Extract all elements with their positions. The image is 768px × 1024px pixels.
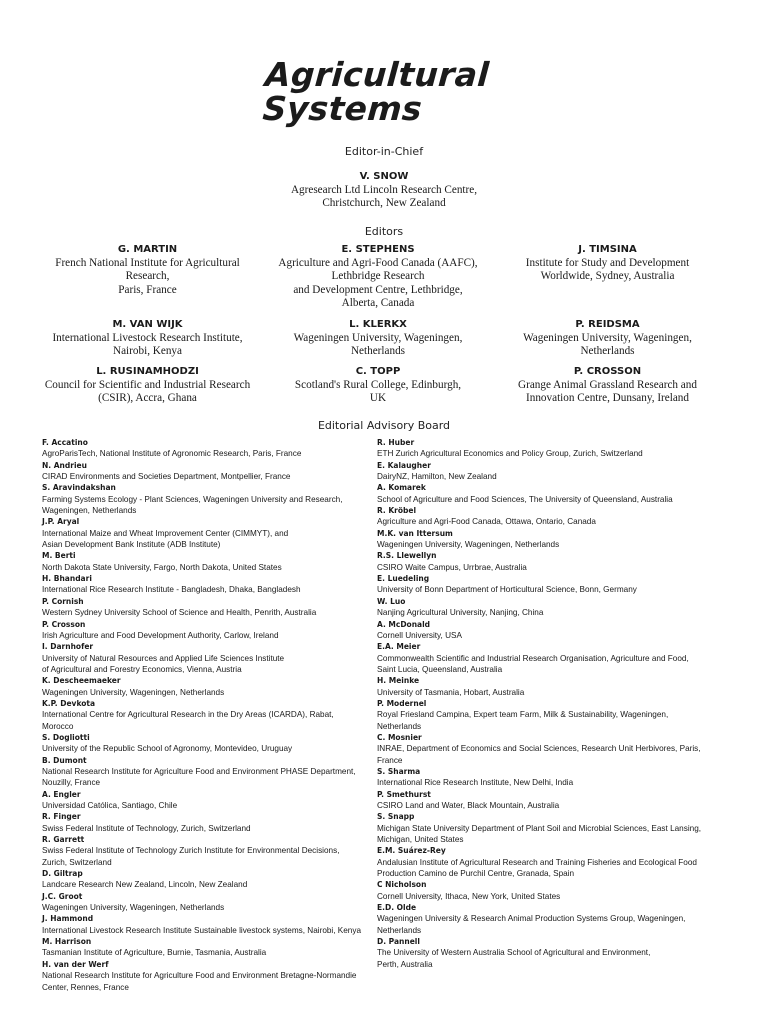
editor-name: L. KLERKX (349, 319, 407, 330)
journal-title-line-1: Agricultural (263, 55, 491, 94)
board-member (377, 641, 722, 675)
board-member-name: P. Cornish (42, 596, 84, 606)
board-member-affiliation: Wageningen University, Wageningen, Netherlands (377, 540, 560, 550)
board-member-name: P. Crosson (42, 619, 86, 629)
board-member-affiliation: University of Bonn Department of Horticultural Science, Bonn, Germany (377, 585, 637, 595)
board-member-name: K. Descheemaeker (42, 676, 121, 686)
board-member-name: A. McDonald (377, 619, 431, 629)
editor-affiliation: Wageningen University, Wageningen, Netherlands (293, 331, 463, 357)
board-member (377, 936, 722, 970)
board-member-name: K.P. Devkota (42, 698, 96, 708)
board-member (377, 596, 722, 619)
board-member-affiliation: Swiss Federal Institute of Technology, Zurich, Switzerland (42, 823, 251, 833)
board-member (377, 460, 722, 483)
board-member (377, 573, 722, 596)
board-member-affiliation: International Livestock Research Institute Sustainable livestock systems, Nairobi, Kenya (42, 925, 362, 935)
board-member (42, 891, 376, 914)
board-member (42, 936, 376, 959)
board-member-name: H. Meinke (377, 676, 420, 686)
board-member-affiliation: Agriculture and Agri-Food Canada, Ottawa, Ontario, Canada (377, 517, 596, 527)
board-member-affiliation: International Rice Research Institute, New Delhi, India (377, 778, 574, 788)
board-member-name: E. Luedeling (377, 574, 430, 584)
board-member (377, 528, 722, 551)
board-member (42, 550, 376, 573)
editor-name: P. REIDSMA (575, 319, 640, 330)
editor-name: P. CROSSON (573, 366, 642, 377)
board-member-name: M. Berti (42, 551, 76, 561)
editor-name: M. VAN WIJK (112, 319, 183, 330)
board-member (377, 482, 722, 505)
board-member-affiliation: School of Agriculture and Food Sciences, The University of Queensland, Australia (377, 494, 673, 504)
board-member (377, 619, 722, 642)
board-member (377, 845, 722, 879)
board-member-affiliation: Swiss Federal Institute of Technology Zurich Institute for Environmental Decisions, Zurich, Switzerland (42, 846, 340, 867)
board-member-name: A. Engler (42, 789, 81, 799)
editor-in-chief-label: Editor-in-Chief (344, 145, 424, 158)
editor-entry (500, 365, 715, 406)
board-member (42, 698, 376, 732)
editor-entry (268, 318, 488, 359)
board-member (42, 516, 376, 550)
board-member-affiliation: Andalusian Institute of Agricultural Research and Training Fisheries and Ecological Food Production Camino de Purchil Centre, Granada, Spain (377, 857, 697, 879)
board-member (42, 868, 376, 891)
editor-name: E. STEPHENS (341, 244, 415, 255)
editor-name: L. RUSINAMHODZI (96, 366, 199, 377)
board-member (377, 766, 722, 789)
board-member (377, 437, 722, 460)
board-member (42, 482, 376, 516)
board-member (42, 573, 376, 596)
board-member-affiliation: Cornell University, USA (377, 630, 462, 640)
board-member-name: A. Komarek (377, 483, 426, 493)
board-member (42, 789, 376, 812)
board-member-name: H. van der Werf (42, 959, 109, 969)
editors-label: Editors (364, 225, 404, 238)
editor-affiliation: Agriculture and Agri-Food Canada (AAFC), Lethbridge Research and Development Centre, Lethbridge, Alberta, Canada (278, 256, 478, 309)
board-member (42, 641, 376, 675)
board-member (42, 437, 376, 460)
board-member-name: R. Huber (377, 438, 415, 447)
board-member (377, 550, 722, 573)
board-member-affiliation: Wageningen University, Wageningen, Netherlands (42, 687, 225, 697)
editor-name: C. TOPP (355, 366, 401, 377)
board-member (377, 811, 722, 845)
board-member-name: C Nicholson (377, 880, 427, 890)
advisory-board-right-column (377, 437, 722, 970)
board-member-affiliation: Royal Friesland Campina, Expert team Farm, Milk & Sustainability, Wageningen, Netherlands (377, 710, 669, 731)
board-member (42, 834, 376, 868)
editor-affiliation: Wageningen University, Wageningen, Netherlands (523, 331, 692, 357)
board-member-name: W. Luo (377, 596, 406, 606)
journal-title-line-2: Systems (261, 89, 424, 128)
board-member-affiliation: CSIRO Land and Water, Black Mountain, Australia (377, 801, 560, 810)
board-member-affiliation: National Research Institute for Agriculture Food and Environment PHASE Department, Nouzilly, France (42, 766, 356, 788)
board-member-name: E.A. Meier (377, 642, 421, 652)
board-member (377, 732, 722, 766)
board-member (42, 732, 376, 755)
board-member-affiliation: The University of Western Australia School of Agricultural and Environment, Perth, Australia (377, 948, 651, 969)
editor-affiliation: International Livestock Research Institute, Nairobi, Kenya (52, 331, 243, 357)
board-member-affiliation: CIRAD Environments and Societies Department, Montpellier, France (42, 472, 291, 482)
board-member-affiliation: University of Natural Resources and Applied Life Sciences Institute of Agricultural and Forestry Economics, Vienna, Austria (42, 653, 285, 674)
board-member (42, 619, 376, 642)
board-member-name: N. Andrieu (42, 460, 87, 470)
editor-entry (268, 243, 488, 311)
board-member (377, 505, 722, 528)
board-member-name: C. Mosnier (377, 732, 422, 742)
board-member-affiliation: Michigan State University Department of Plant Soil and Microbial Sciences, East Lansing, Michigan, United States (377, 823, 702, 845)
editor-entry (500, 243, 715, 284)
board-member-name: J.C. Groot (42, 891, 83, 901)
board-member-name: F. Accatino (42, 438, 88, 447)
editor-in-chief (234, 170, 534, 211)
board-member-name: E. Kalaugher (377, 460, 431, 470)
board-member-affiliation: University of the Republic School of Agronomy, Montevideo, Uruguay (42, 744, 293, 754)
editor-entry (30, 365, 265, 406)
board-member (377, 675, 722, 698)
board-member-affiliation: INRAE, Department of Economics and Social Sciences, Research Unit Herbivores, Paris, France (377, 744, 701, 765)
board-member-name: S. Dogliotti (42, 732, 90, 742)
board-member (42, 811, 376, 834)
board-member-affiliation: University of Tasmania, Hobart, Australia (377, 687, 525, 697)
board-member-name: M.K. van Ittersum (377, 528, 453, 538)
board-member-affiliation: DairyNZ, Hamilton, New Zealand (377, 472, 497, 482)
board-member-affiliation: North Dakota State University, Fargo, North Dakota, United States (42, 562, 282, 572)
board-member (42, 596, 376, 619)
editor-name: J. TIMSINA (578, 244, 637, 255)
board-member-name: J.P. Aryal (42, 517, 80, 527)
board-member-affiliation: Cornell University, Ithaca, New York, United States (377, 891, 561, 901)
board-member-name: P. Smethurst (377, 789, 431, 799)
board-member-name: S. Aravindakshan (42, 483, 116, 493)
advisory-board-left-column (42, 437, 376, 993)
board-member-name: H. Bhandari (42, 574, 92, 584)
board-member-affiliation: International Maize and Wheat Improvement Center (CIMMYT), and Asian Development Bank Institute (ADB Institute) (42, 528, 289, 550)
board-member-name: B. Dumont (42, 755, 87, 765)
editor-name: G. MARTIN (117, 244, 178, 255)
board-member-name: I. Darnhofer (42, 642, 94, 652)
editor-entry (268, 365, 488, 406)
board-member (42, 913, 376, 936)
board-member-name: R. Finger (42, 812, 81, 822)
journal-title-logo (261, 55, 491, 128)
editor-in-chief-affiliation: Agresearch Ltd Lincoln Research Centre, Christchurch, New Zealand (290, 183, 478, 209)
editor-affiliation: French National Institute for Agricultural Research, Paris, France (55, 256, 240, 296)
board-member-name: R. Garrett (42, 835, 85, 845)
board-member (377, 879, 722, 902)
board-member-name: J. Hammond (42, 914, 94, 924)
board-member-name: S. Sharma (377, 766, 421, 776)
editor-entry (500, 318, 715, 359)
board-member (377, 789, 722, 812)
board-member-affiliation: Nanjing Agricultural University, Nanjing, China (377, 608, 544, 618)
board-member-name: D. Pannell (377, 937, 420, 947)
editor-affiliation: Grange Animal Grassland Research and Innovation Centre, Dunsany, Ireland (518, 378, 697, 404)
board-member-affiliation: National Research Institute for Agriculture Food and Environment Bretagne-Normandie Center, Rennes, France (42, 971, 357, 992)
advisory-board-label: Editorial Advisory Board (317, 419, 451, 432)
board-member (42, 959, 376, 993)
board-member-name: R.S. Llewellyn (377, 551, 437, 561)
editor-in-chief-name: V. SNOW (359, 171, 409, 182)
board-member-affiliation: Commonwealth Scientific and Industrial Research Organisation, Agriculture and Food, Saint Lucia, Queensland, Australia (377, 653, 689, 674)
board-member-affiliation: Landcare Research New Zealand, Lincoln, New Zealand (42, 880, 248, 890)
board-member-name: E.D. Olde (377, 903, 417, 913)
board-member-name: D. Giltrap (42, 869, 83, 879)
board-member (377, 698, 722, 732)
editor-affiliation: Institute for Study and Development Worldwide, Sydney, Australia (525, 256, 690, 282)
board-member-affiliation: CSIRO Waite Campus, Urrbrae, Australia (377, 562, 527, 572)
board-member-affiliation: ETH Zurich Agricultural Economics and Policy Group, Zurich, Switzerland (377, 449, 643, 459)
board-member-affiliation: AgroParisTech, National Institute of Agronomic Research, Paris, France (42, 449, 302, 459)
board-member-affiliation: International Rice Research Institute - Bangladesh, Dhaka, Bangladesh (42, 585, 301, 595)
editor-affiliation: Council for Scientific and Industrial Research (CSIR), Accra, Ghana (44, 378, 251, 404)
board-member-name: M. Harrison (42, 937, 92, 947)
editor-entry (35, 243, 260, 297)
board-member-name: S. Snapp (377, 812, 415, 822)
board-member (42, 675, 376, 698)
board-member (42, 755, 376, 789)
board-member-affiliation: Wageningen University & Research Animal Production Systems Group, Wageningen, Netherlands (377, 914, 686, 935)
board-member-affiliation: Wageningen University, Wageningen, Netherlands (42, 903, 225, 913)
editor-entry (35, 318, 260, 359)
board-member-name: P. Modernel (377, 698, 427, 708)
board-member-name: E.M. Suárez-Rey (377, 846, 446, 856)
board-member-affiliation: Universidad Católica, Santiago, Chile (42, 801, 178, 810)
board-member (42, 460, 376, 483)
editor-affiliation: Scotland's Rural College, Edinburgh, UK (294, 378, 462, 404)
board-member-affiliation: International Centre for Agricultural Research in the Dry Areas (ICARDA), Rabat, Morocco (42, 710, 334, 731)
board-member-affiliation: Irish Agriculture and Food Development Authority, Carlow, Ireland (42, 630, 279, 640)
board-member-affiliation: Farming Systems Ecology - Plant Sciences, Wageningen University and Research, Wageningen, Netherlands (42, 494, 343, 516)
board-member (377, 902, 722, 936)
board-member-name: R. Kröbel (377, 506, 417, 516)
board-member-affiliation: Western Sydney University School of Science and Health, Penrith, Australia (42, 608, 317, 618)
board-member-affiliation: Tasmanian Institute of Agriculture, Burnie, Tasmania, Australia (42, 948, 267, 958)
